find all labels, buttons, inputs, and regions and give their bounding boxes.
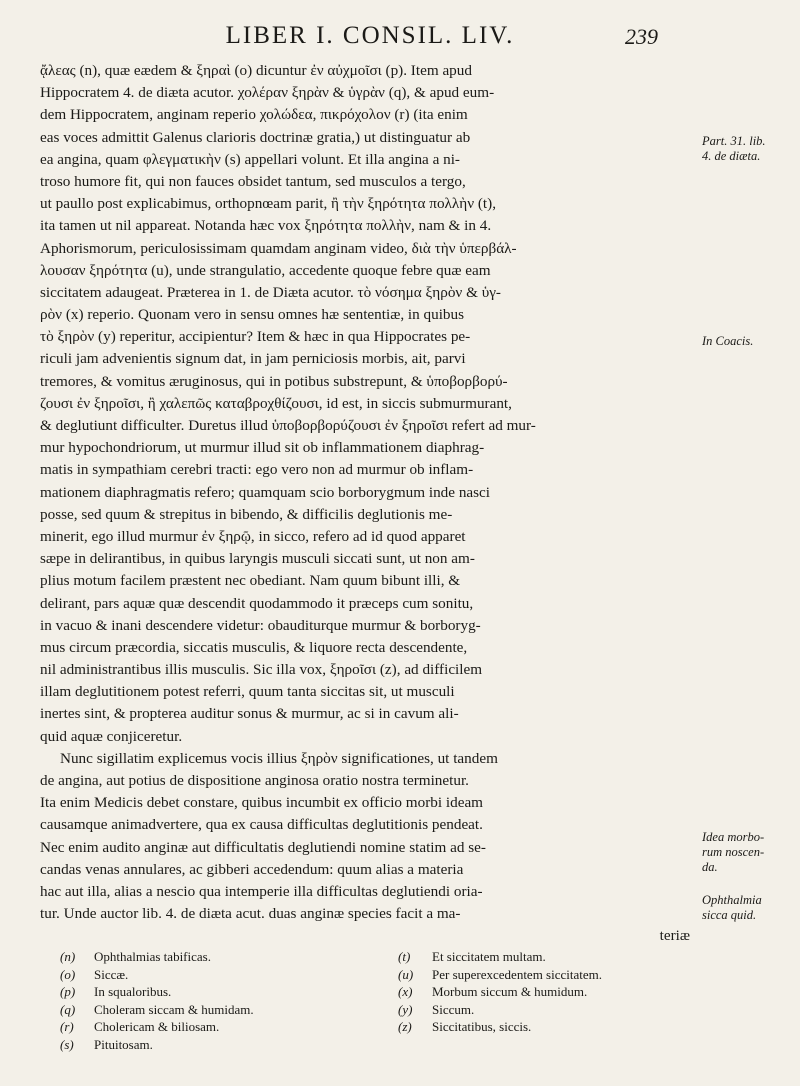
footnote-text: In squaloribus. (94, 984, 172, 999)
text-line: mus circum præcordia, siccatis musculis, & liquore recta descendente, (40, 638, 468, 656)
text-line: in vacuo & inani descendere videtur: obauditurque murmur & borboryg- (40, 616, 481, 634)
footnote (60, 1018, 390, 1036)
text-line: teriæ (659, 927, 690, 945)
text-line: dem Hippocratem, anginam reperio χολώδεα, πικρόχολον (r) (ita enim (40, 106, 468, 124)
text-line: ρὸν (x) reperio. Quonam vero in sensu omnes hæ sententiæ, in quibus (40, 306, 465, 324)
footnotes-left (60, 948, 390, 1053)
footnote-key: (t) (398, 949, 411, 964)
footnote (398, 1001, 738, 1019)
text-line: matis in sympathiam cerebri tracti: ego vero non ad murmur ob inflam- (40, 461, 474, 479)
text-line: Hippocratem 4. de diæta acutor. χολέραν ξηρὰν & ὑγρὰν (q), & apud eum- (40, 84, 495, 102)
text-line: sæpe in delirantibus, in quibus laryngis musculi siccati sunt, ut non am- (40, 550, 475, 568)
text-line: mur hypochondriorum, ut murmur illud sit ob inflammationem diaphrag- (40, 439, 485, 457)
footnote-key: (o) (60, 966, 76, 982)
text-line: Nunc sigillatim explicemus vocis illius ξηρὸν significationes, ut tandem (60, 749, 498, 767)
text-line: illam deglutitionem potest referri, quum tanta siccitas sit, ut musculi (40, 683, 455, 701)
text-line: riculi jam advenientis signum dat, in jam perniciosis morbis, ait, parvi (40, 350, 466, 368)
margin-note (702, 134, 794, 164)
main-text (40, 60, 690, 948)
text-line: nil administrantibus illis musculis. Sic illa vox, ξηροῖσι (z), ad difficilem (40, 661, 483, 679)
footnote (60, 1001, 390, 1019)
footnote-text: Pituitosam. (94, 1036, 153, 1052)
footnote (60, 966, 390, 984)
margin-note-line: da. (702, 860, 718, 874)
text-line: hac aut illa, alias a nescio qua intemperie illa difficultas deglutiendi oria- (40, 882, 483, 900)
footnote (398, 948, 738, 966)
footnote-key: (x) (398, 984, 413, 999)
footnote-key: (s) (60, 1036, 74, 1052)
text-line: tur. Unde auctor lib. 4. de diæta acut. duas anginæ species facit a ma- (40, 905, 461, 923)
footnote-text: Et siccitatem multam. (432, 949, 546, 964)
text-line: delirant, pars aquæ quæ descendit quodammodo it præceps cum sonitu, (40, 594, 474, 612)
text-line: tremores, & vomitus æruginosus, qui in potibus substrepunt, & ὑποβορβορύ- (40, 372, 508, 390)
footnote-key: (n) (60, 949, 76, 964)
text-line: Nec enim audito anginæ aut difficultatis deglutiendi nomine statim ad se- (40, 838, 486, 856)
text-line: posse, sed quum & strepitus in bibendo, & difficilis deglutionis me- (40, 505, 453, 523)
text-line: ut paullo post explicabimus, orthopnœam parit, ἢ τὴν ξηρότητα πολλὴν (t), (40, 195, 497, 213)
text-line: λουσαν ξηρότητα (u), unde strangulatio, accedente quoque febre quæ eam (40, 261, 491, 279)
footnote-text: Siccæ. (94, 966, 129, 982)
text-line: ᾄλεας (n), quæ eædem & ξηραὶ (o) dicuntur ἐν αὐχμοῖσι (p). Item apud (40, 62, 472, 79)
footnote-text: Cholericam & biliosam. (94, 1019, 220, 1034)
footnote (398, 1018, 738, 1036)
margin-note (702, 830, 794, 875)
running-header (0, 22, 800, 62)
footnote-key: (y) (398, 1001, 413, 1017)
text-line: minerit, ego illud murmur ἐν ξηρῷ, in sicco, refero ad id quod apparet (40, 527, 466, 545)
footnote-text: Choleram siccam & humidam. (94, 1001, 254, 1017)
text-line: inertes sint, & propterea auditur sonus & murmur, ac si in cavum ali- (40, 705, 459, 723)
text-line: quid aquæ conjiceretur. (40, 727, 183, 745)
margin-note (702, 334, 794, 349)
text-line: plius motum facilem præstent nec obediant. Nam quum bibunt illi, & (40, 572, 461, 590)
text-line: siccitatem adaugeat. Præterea in 1. de Diæta acutor. τὸ νόσημα ξηρὸν & ὑγ- (40, 283, 501, 301)
footnote (60, 1036, 390, 1054)
margin-note-line: Ophthalmia (702, 893, 762, 907)
margin-note-line: Part. 31. lib. (702, 134, 766, 148)
footnote-text: Ophthalmias tabificas. (94, 949, 211, 964)
footnote-text: Morbum siccum & humidum. (432, 984, 588, 999)
margin-note-line: In Coacis. (702, 334, 754, 348)
text-line: ζουσι ἐν ξηροῖσι, ἢ χαλεπῶς καταβροχθίζουσι, id est, in siccis submurmurant, (40, 394, 512, 412)
running-title: LIBER I. CONSIL. LIV. (225, 22, 515, 49)
text-line: candas venas annulares, ac gibberi accedendum: quum alias a materia (40, 860, 464, 878)
text-line: & deglutiunt difficulter. Duretus illud ὑποβορβορύζουσι ἐν ξηροῖσι refert ad mur- (40, 417, 536, 434)
text-line: τὸ ξηρὸν (y) reperitur, accipientur? Item & hæc in qua Hippocrates pe- (40, 328, 471, 346)
footnote (60, 948, 390, 966)
footnote (60, 983, 390, 1001)
footnote-text: Siccitatibus, siccis. (432, 1019, 532, 1034)
text-line: de angina, aut potius de dispositione anginosa oratio nostra terminetur. (40, 772, 469, 789)
margin-note-line: Idea morbo- (702, 830, 765, 844)
margin-note-line: sicca quid. (702, 908, 757, 922)
page-number: 239 (625, 24, 658, 49)
footnote (398, 966, 738, 984)
footnote-key: (r) (60, 1019, 74, 1034)
text-line: causamque animadvertere, qua ex causa difficultas deglutitionis pendeat. (40, 816, 483, 834)
footnote-text: Per superexcedentem siccitatem. (432, 966, 603, 982)
text-line: mationem diaphragmatis refero; quamquam scio borborygmum inde nasci (40, 483, 491, 501)
text-line: ea angina, quam φλεγματικὴν (s) appellari volunt. Et illa angina a ni- (40, 150, 460, 168)
text-line: ita tamen ut nil appareat. Notanda hæc vox ξηρότητα πολλὴν, nam & in 4. (40, 217, 492, 235)
footnote-key: (p) (60, 984, 76, 999)
footnote-key: (z) (398, 1019, 412, 1034)
footnotes-right (398, 948, 738, 1036)
footnote-text: Siccum. (432, 1001, 475, 1017)
text-line: Aphorismorum, periculosissimam quamdam anginam video, διὰ τὴν ὑπερβάλ- (40, 239, 517, 257)
footnote-key: (u) (398, 966, 414, 982)
text-line: eas voces admittit Galenus clarioris doctrinæ gratia,) ut distinguatur ab (40, 128, 471, 146)
text-line: troso humore fit, qui non fauces obsidet tantum, sed musculos a tergo, (40, 172, 466, 190)
margin-note-line: 4. de diæta. (702, 149, 761, 163)
footnote-key: (q) (60, 1001, 76, 1017)
margin-note-line: rum noscen- (702, 845, 765, 859)
footnote (398, 983, 738, 1001)
margin-note (702, 893, 794, 923)
text-line: Ita enim Medicis debet constare, quibus incumbit ex officio morbi ideam (40, 794, 483, 812)
